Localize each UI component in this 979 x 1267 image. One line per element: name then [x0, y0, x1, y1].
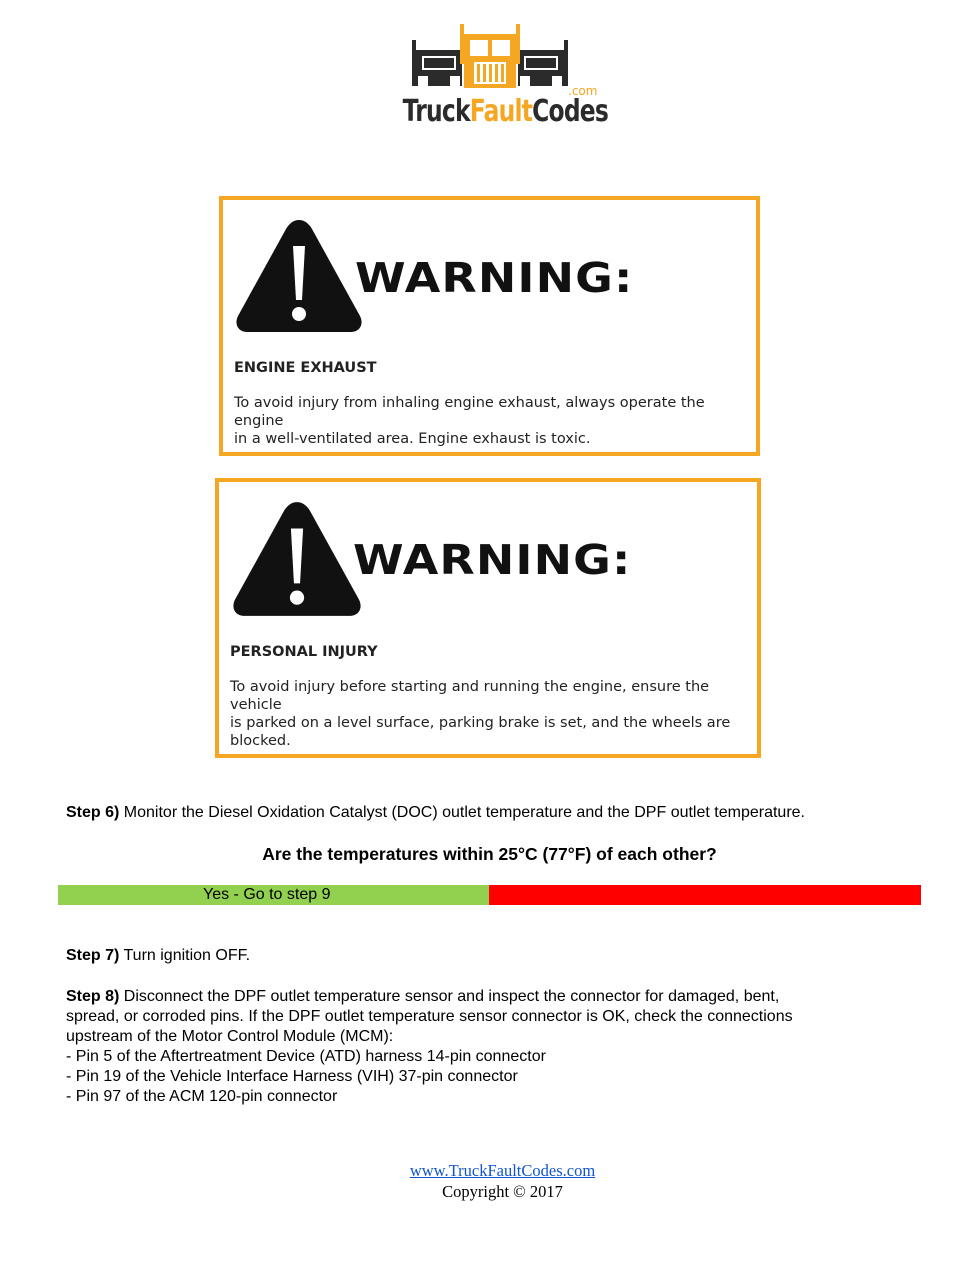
logo-wordmark: [402, 94, 609, 129]
logo-com: .com: [568, 84, 598, 98]
logo-word-fault: Fault: [469, 94, 533, 129]
warning-title: WARNING:: [353, 536, 632, 584]
answer-no-bar[interactable]: [489, 885, 921, 905]
warning-body: [234, 394, 756, 448]
warning-body-line: To avoid injury from inhaling engine exhaust, always operate the engine: [234, 395, 705, 429]
step-line: spread, or corroded pins. If the DPF outlet temperature sensor connector is OK, check the connections: [66, 1008, 793, 1025]
step-text: Disconnect the DPF outlet temperature sensor and inspect the connector for damaged, bent,: [119, 988, 780, 1005]
footer-copyright: Copyright © 2017: [442, 1182, 563, 1201]
step-label: Step 6): [66, 804, 120, 821]
truckfaultcodes-logo: [378, 20, 609, 129]
warning-title: WARNING:: [355, 254, 634, 302]
warning-box-personal-injury: [215, 478, 761, 758]
pin-list-item: - Pin 97 of the ACM 120-pin connector: [66, 1088, 338, 1105]
truck-logo-icon: [378, 20, 602, 90]
step-label: Step 7): [66, 947, 120, 964]
warning-box-engine-exhaust: [219, 196, 760, 456]
warning-heading: PERSONAL INJURY: [230, 644, 378, 660]
warning-body-line: To avoid injury before starting and running the engine, ensure the vehicle: [230, 679, 710, 713]
step-label: Step 8): [66, 988, 120, 1005]
pin-list-item: - Pin 5 of the Aftertreatment Device (ATD) harness 14-pin connector: [66, 1048, 546, 1065]
logo-word-codes: Codes: [532, 94, 609, 129]
warning-body: [230, 678, 757, 750]
logo-word-truck: Truck: [402, 94, 470, 129]
warning-triangle-icon: [229, 498, 365, 620]
pin-list-item: - Pin 19 of the Vehicle Interface Harness (VIH) 37-pin connector: [66, 1068, 518, 1085]
step-6: [66, 803, 805, 823]
warning-heading: ENGINE EXHAUST: [234, 360, 377, 376]
step-text: Turn ignition OFF.: [119, 947, 251, 964]
question: Are the temperatures within 25°C (77°F) of each other?: [262, 844, 717, 864]
step-line: upstream of the Motor Control Module (MCM):: [66, 1028, 394, 1045]
step-8: [66, 987, 793, 1107]
warning-body-line: in a well-ventilated area. Engine exhaust is toxic.: [234, 431, 591, 447]
step-7: [66, 946, 250, 966]
step-text: Monitor the Diesel Oxidation Catalyst (DOC) outlet temperature and the DPF outlet temperature.: [119, 804, 805, 821]
answer-yes-bar[interactable]: [58, 885, 489, 905]
footer-website-link[interactable]: www.TruckFaultCodes.com: [409, 1161, 596, 1180]
warning-body-line: blocked.: [230, 733, 291, 749]
warning-triangle-icon: [233, 216, 365, 336]
answer-yes-label: Yes - Go to step 9: [203, 886, 331, 903]
warning-body-line: is parked on a level surface, parking brake is set, and the wheels are: [230, 715, 731, 731]
